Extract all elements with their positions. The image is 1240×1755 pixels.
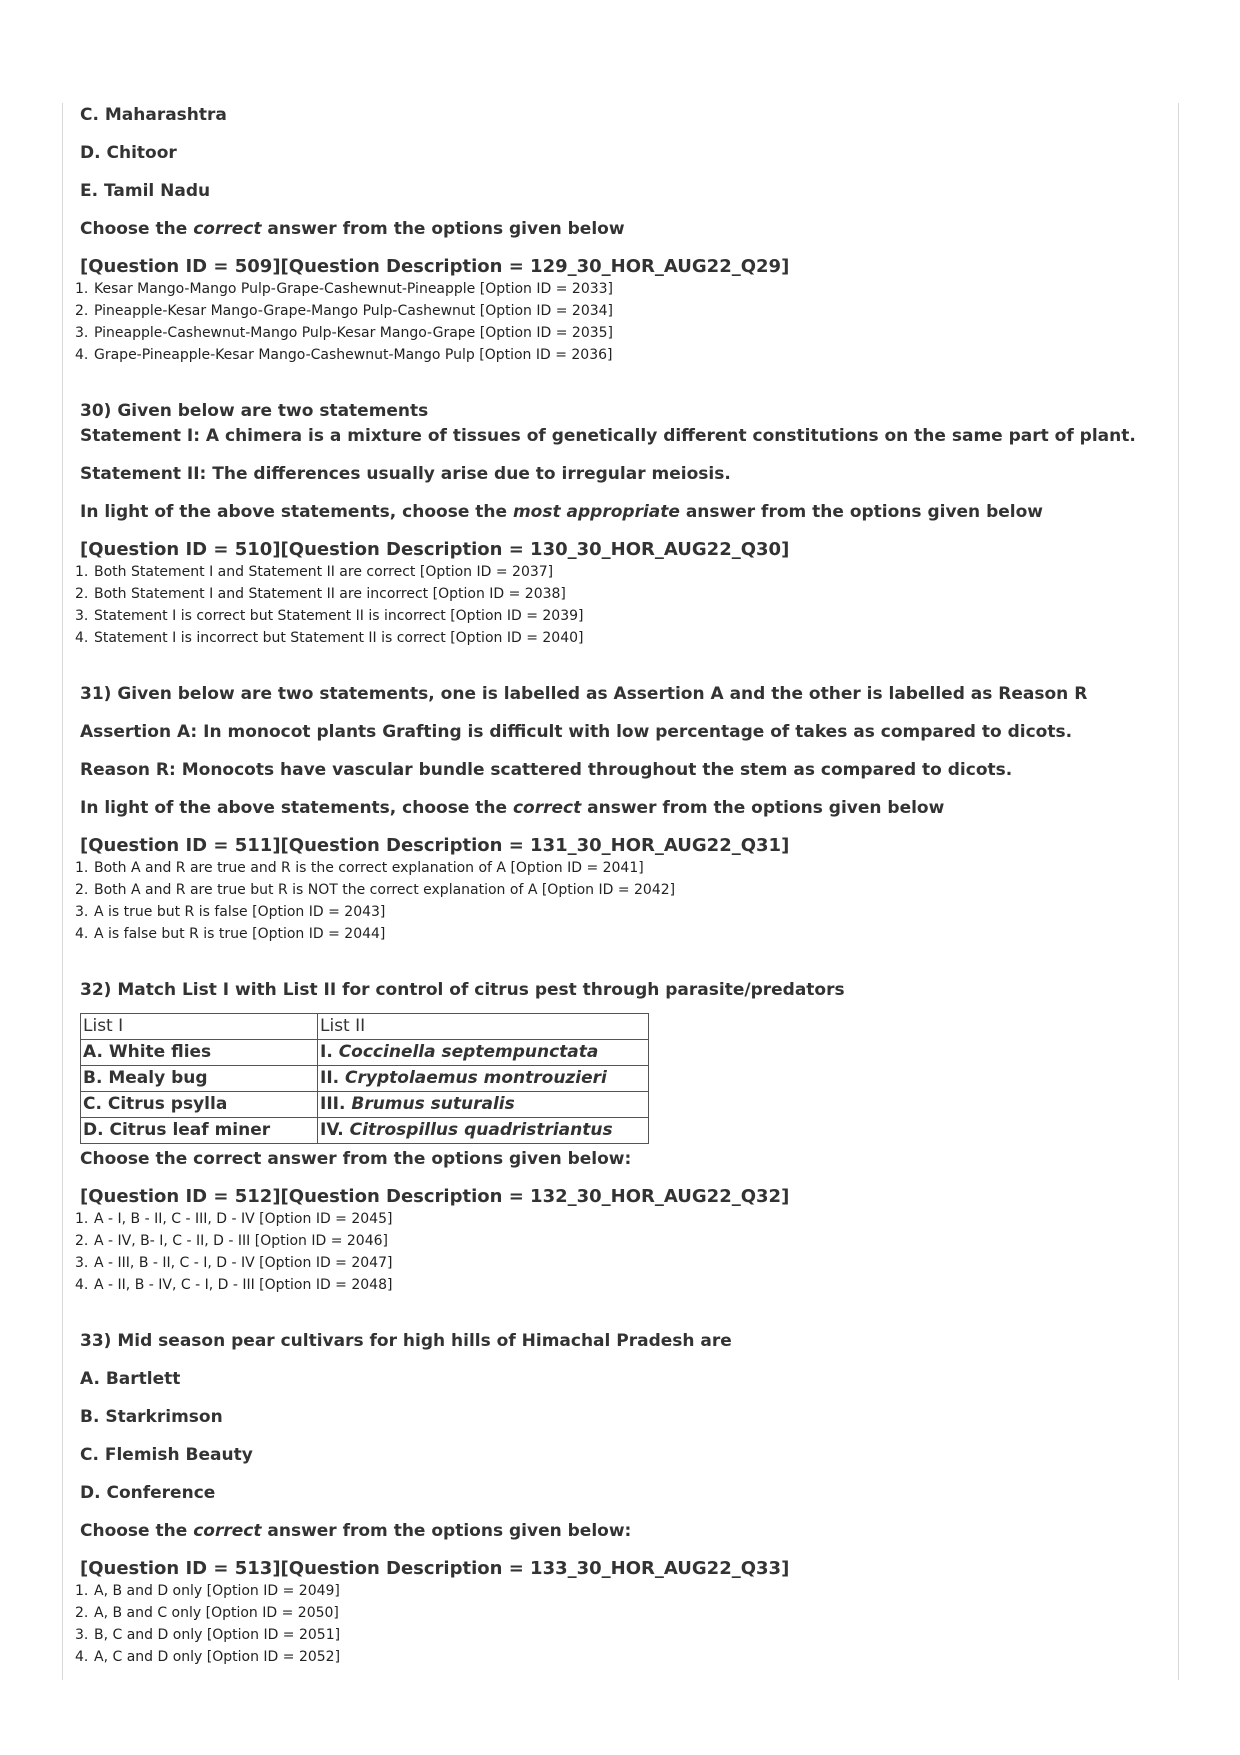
q30-option-3: 3. Statement I is correct but Statement II is incorrect [Option ID = 2039] bbox=[75, 608, 584, 624]
q29-option-4: 4. Grape-Pineapple-Kesar Mango-Cashewnut-Mango Pulp [Option ID = 2036] bbox=[75, 347, 613, 363]
left-page-rule bbox=[62, 103, 63, 1680]
question-30 bbox=[75, 400, 1170, 649]
q31-option-4: 4. A is false but R is true [Option ID = 2044] bbox=[75, 926, 386, 942]
table-cell-left: A. White flies bbox=[81, 1040, 318, 1066]
q29-option-3: 3. Pineapple-Cashewnut-Mango Pulp-Kesar Mango-Grape [Option ID = 2035] bbox=[75, 325, 614, 341]
q30-option-4: 4. Statement I is incorrect but Statement II is correct [Option ID = 2040] bbox=[75, 630, 584, 646]
q33-instruction: Choose the correct answer from the options given below: bbox=[80, 1521, 632, 1541]
q30-option-1: 1. Both Statement I and Statement II are correct [Option ID = 2037] bbox=[75, 564, 554, 580]
table-row bbox=[81, 1118, 649, 1144]
q30-statement-2: Statement II: The differences usually arise due to irregular meiosis. bbox=[80, 464, 731, 484]
q29-item-e: E. Tamil Nadu bbox=[80, 181, 211, 201]
q32-match-table bbox=[80, 1013, 649, 1144]
q30-option-2: 2. Both Statement I and Statement II are incorrect [Option ID = 2038] bbox=[75, 586, 566, 602]
q32-option-2: 2. A - IV, B- I, C - II, D - III [Option ID = 2046] bbox=[75, 1233, 388, 1249]
table-cell-right: III. Brumus suturalis bbox=[318, 1092, 649, 1118]
q33-item-b: B. Starkrimson bbox=[80, 1407, 223, 1427]
q32-options bbox=[75, 1208, 1170, 1296]
question-33 bbox=[75, 1330, 1170, 1668]
q29-instruction: Choose the correct answer from the options given below bbox=[80, 219, 625, 239]
q32-option-1: 1. A - I, B - II, C - III, D - IV [Option ID = 2045] bbox=[75, 1211, 393, 1227]
q31-assertion: Assertion A: In monocot plants Grafting is difficult with low percentage of takes as compared to dicots. bbox=[80, 722, 1073, 742]
table-cell-right: IV. Citrospillus quadristriantus bbox=[318, 1118, 649, 1144]
q31-instruction: In light of the above statements, choose the correct answer from the options given below bbox=[80, 798, 945, 818]
table-row bbox=[81, 1066, 649, 1092]
table-header-row bbox=[81, 1014, 649, 1040]
q32-option-3: 3. A - III, B - II, C - I, D - IV [Option ID = 2047] bbox=[75, 1255, 393, 1271]
q31-options bbox=[75, 857, 1170, 945]
q33-question-id: [Question ID = 513][Question Description = 133_30_HOR_AUG22_Q33] bbox=[80, 1558, 790, 1579]
q31-option-1: 1. Both A and R are true and R is the correct explanation of A [Option ID = 2041] bbox=[75, 860, 644, 876]
table-cell-left: C. Citrus psylla bbox=[81, 1092, 318, 1118]
q33-option-2: 2. A, B and C only [Option ID = 2050] bbox=[75, 1605, 339, 1621]
table-cell-left: D. Citrus leaf miner bbox=[81, 1118, 318, 1144]
q29-item-c: C. Maharashtra bbox=[80, 105, 227, 125]
q33-title: 33) Mid season pear cultivars for high hills of Himachal Pradesh are bbox=[80, 1331, 732, 1351]
table-row bbox=[81, 1092, 649, 1118]
q33-item-d: D. Conference bbox=[80, 1483, 216, 1503]
question-29-tail bbox=[75, 104, 1170, 366]
q33-item-c: C. Flemish Beauty bbox=[80, 1445, 253, 1465]
table-cell-right: II. Cryptolaemus montrouzieri bbox=[318, 1066, 649, 1092]
q31-option-3: 3. A is true but R is false [Option ID = 2043] bbox=[75, 904, 386, 920]
q31-question-id: [Question ID = 511][Question Description = 131_30_HOR_AUG22_Q31] bbox=[80, 835, 790, 856]
q32-title: 32) Match List I with List II for control of citrus pest through parasite/predators bbox=[80, 980, 845, 1000]
right-page-rule bbox=[1178, 103, 1179, 1680]
q32-option-4: 4. A - II, B - IV, C - I, D - III [Option ID = 2048] bbox=[75, 1277, 393, 1293]
q33-option-3: 3. B, C and D only [Option ID = 2051] bbox=[75, 1627, 341, 1643]
q29-option-1: 1. Kesar Mango-Mango Pulp-Grape-Cashewnut-Pineapple [Option ID = 2033] bbox=[75, 281, 614, 297]
question-31 bbox=[75, 683, 1170, 945]
q33-item-a: A. Bartlett bbox=[80, 1369, 181, 1389]
q29-options bbox=[75, 278, 1170, 366]
q32-question-id: [Question ID = 512][Question Description = 132_30_HOR_AUG22_Q32] bbox=[80, 1186, 790, 1207]
q33-option-4: 4. A, C and D only [Option ID = 2052] bbox=[75, 1649, 341, 1665]
q33-option-1: 1. A, B and D only [Option ID = 2049] bbox=[75, 1583, 340, 1599]
table-row bbox=[81, 1040, 649, 1066]
q32-instruction: Choose the correct answer from the options given below: bbox=[80, 1149, 632, 1169]
table-cell-right: I. Coccinella septempunctata bbox=[318, 1040, 649, 1066]
question-paper-content bbox=[75, 104, 1170, 1668]
q29-option-2: 2. Pineapple-Kesar Mango-Grape-Mango Pulp-Cashewnut [Option ID = 2034] bbox=[75, 303, 614, 319]
table-header-list-1: List I bbox=[81, 1014, 318, 1040]
q29-item-d: D. Chitoor bbox=[80, 143, 177, 163]
q31-title: 31) Given below are two statements, one is labelled as Assertion A and the other is labelled as Reason R bbox=[80, 684, 1088, 704]
q30-instruction: In light of the above statements, choose the most appropriate answer from the options given below bbox=[80, 502, 1043, 522]
q31-reason: Reason R: Monocots have vascular bundle scattered throughout the stem as compared to dicots. bbox=[80, 760, 1013, 780]
q31-option-2: 2. Both A and R are true but R is NOT the correct explanation of A [Option ID = 2042] bbox=[75, 882, 676, 898]
question-32 bbox=[75, 979, 1170, 1296]
q29-question-id: [Question ID = 509][Question Description = 129_30_HOR_AUG22_Q29] bbox=[80, 256, 790, 277]
q30-title: 30) Given below are two statements bbox=[80, 401, 429, 421]
q30-options bbox=[75, 561, 1170, 649]
table-header-list-2: List II bbox=[318, 1014, 649, 1040]
q30-statement-1: Statement I: A chimera is a mixture of tissues of genetically different constitutions on the same part of plant. bbox=[80, 426, 1136, 446]
q33-options bbox=[75, 1580, 1170, 1668]
q30-question-id: [Question ID = 510][Question Description = 130_30_HOR_AUG22_Q30] bbox=[80, 539, 790, 560]
table-cell-left: B. Mealy bug bbox=[81, 1066, 318, 1092]
